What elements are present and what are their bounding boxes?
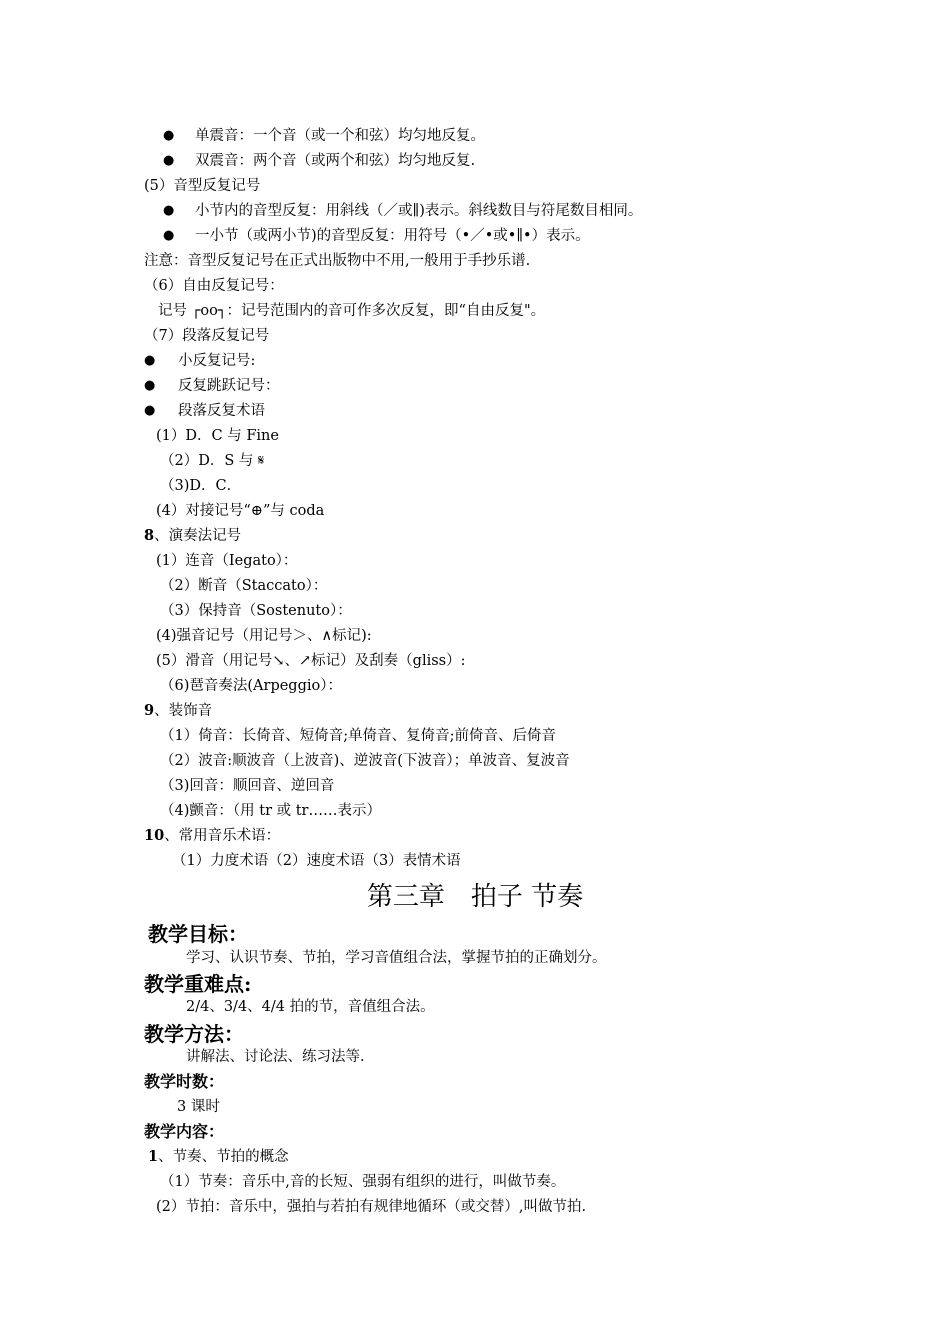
section-heading: 1、节奏、节拍的概念 xyxy=(148,1148,289,1165)
section-heading: 8、演奏法记号 xyxy=(144,527,242,544)
bullet-icon: ● xyxy=(163,153,175,168)
bullet-icon: ● xyxy=(144,353,156,368)
method-text: 讲解法、讨论法、练习法等. xyxy=(186,1049,365,1065)
section-label: （7）段落反复记号 xyxy=(144,328,270,344)
line-text: 双震音：两个音（或两个和弦）均匀地反复. xyxy=(195,153,476,169)
line-text: （2）断音（Staccato）： xyxy=(160,578,328,594)
line-text: 反复跳跃记号： xyxy=(178,378,280,394)
line-text: 一小节（或两小节)的音型反复：用符号（•／•或•∥•）表示。 xyxy=(195,228,590,244)
line-text: （3)回音：顺回音、逆回音 xyxy=(160,778,335,794)
bullet-icon: ● xyxy=(163,203,175,218)
bullet-icon: ● xyxy=(163,228,175,243)
line-text: 记号 ┌oo┐：记号范围内的音可作多次反复，即“自由反复"。 xyxy=(158,303,546,319)
note-text: 注意：音型反复记号在正式出版物中不用,一般用于手抄乐谱. xyxy=(144,253,531,269)
bullet-icon: ● xyxy=(144,403,156,418)
section-label: (5）音型反复记号 xyxy=(144,178,261,194)
line-text: （1）倚音：长倚音、短倚音;单倚音、复倚音;前倚音、后倚音 xyxy=(160,728,556,744)
definition-text: (2）节拍：音乐中，强拍与若拍有规律地循环（或交替）,叫做节拍. xyxy=(156,1199,587,1215)
line-text: 小节内的音型反复：用斜线（／或∥)表示。斜线数目与符尾数目相同。 xyxy=(195,203,643,219)
chapter-title: 第三章 拍子 节奏 xyxy=(366,882,584,912)
line-text: （3)D．C． xyxy=(160,478,242,494)
line-text: （2）D．S 与 𝄋 xyxy=(160,453,265,469)
line-text: （1）力度术语（2）速度术语（3）表情术语 xyxy=(172,853,461,869)
line-text: (5）滑音（用记号↘、↗标记）及刮奏（gliss）: xyxy=(156,653,466,669)
section-label: （6）自由反复记号： xyxy=(144,278,284,294)
line-text: （2）波音:顺波音（上波音)、逆波音(下波音）；单波音、复波音 xyxy=(160,753,570,769)
line-text: (1）连音（Iegato）： xyxy=(156,553,298,569)
bullet-icon: ● xyxy=(144,378,156,393)
line-text: （4)颤音：（用 tr 或 tr……表示） xyxy=(160,803,381,819)
line-text: (1）D．C 与 Fine xyxy=(156,428,279,444)
line-text: 段落反复术语 xyxy=(178,403,265,419)
definition-text: （1）节奏：音乐中,音的长短、强弱有组织的进行，叫做节奏。 xyxy=(160,1174,566,1190)
document-page: ● 单震音：一个音（或一个和弦）均匀地反复。 ● 双震音：两个音（或两个和弦）均匀地反复. (5）音型反复记号 ● 小节内的音型反复：用斜线（／或∥)表示。斜线数目与符尾数目相同。 ● 一小节（或两小节)的音型反复：用符号（•／•或•∥•）表示。 注意：音型反复记号在正式出版物中不用,一般用于手抄乐谱. （6）自由反复记号： 记号 ┌oo┐：记号范围内的音可作多次反复，即“自由反复"。 （7）段落反复记号 ● 小反复记号: ● 反复跳跃记号： ● 段落反复术语 (1）D．C 与 Fine （2）D．S 与 𝄋 （3)D．C． (4）对接记号“⊕”与 coda 8、演奏法记号 (1）连音（Iegato）： （2）断音（Staccato）： （3）保持音（Sostenuto）： (4)强音记号（用记号＞、∧标记): (5）滑音（用记号↘、↗标记）及刮奏（gliss）: （6)琶音奏法(Arpeggio）： 9、装饰音 （1）倚音：长倚音、短倚音;单倚音、复倚音;前倚音、后倚音 （2）波音:顺波音（上波音)、逆波音(下波音）；单波音、复波音 （3)回音：顺回音、逆回音 （4)颤音：（用 tr 或 tr……表示） 10、常用音乐术语： （1）力度术语（2）速度术语（3）表情术语 第三章 拍子 节奏 教学目标： 学习、认识节奏、节拍，学习音值组合法，掌握节拍的正确划分。 教学重难点: 2/4、3/4、4/4 拍的节，音值组合法。 教学方法： 讲解法、讨论法、练习法等. 教学时数： 3 课时 教学内容： 1、节奏、节拍的概念 （1）节奏：音乐中,音的长短、强弱有组织的进行，叫做节奏。 (2）节拍：音乐中，强拍与若拍有规律地循环（或交替）,叫做节拍. xyxy=(0,0,950,1344)
line-text: 单震音：一个音（或一个和弦）均匀地反复。 xyxy=(195,128,485,144)
line-text: (4)强音记号（用记号＞、∧标记): xyxy=(156,628,372,644)
bullet-icon: ● xyxy=(163,128,175,143)
hours-text: 3 课时 xyxy=(177,1099,220,1115)
line-text: (4）对接记号“⊕”与 coda xyxy=(156,503,325,519)
goal-text: 学习、认识节奏、节拍，学习音值组合法，掌握节拍的正确划分。 xyxy=(186,950,607,966)
key-points-text: 2/4、3/4、4/4 拍的节，音值组合法。 xyxy=(186,999,435,1015)
section-heading: 9、装饰音 xyxy=(144,702,213,719)
section-heading: 10、常用音乐术语： xyxy=(144,827,281,844)
line-text: （6)琶音奏法(Arpeggio）： xyxy=(160,678,342,694)
line-text: （3）保持音（Sostenuto）： xyxy=(160,603,352,619)
line-text: 小反复记号: xyxy=(178,353,256,369)
